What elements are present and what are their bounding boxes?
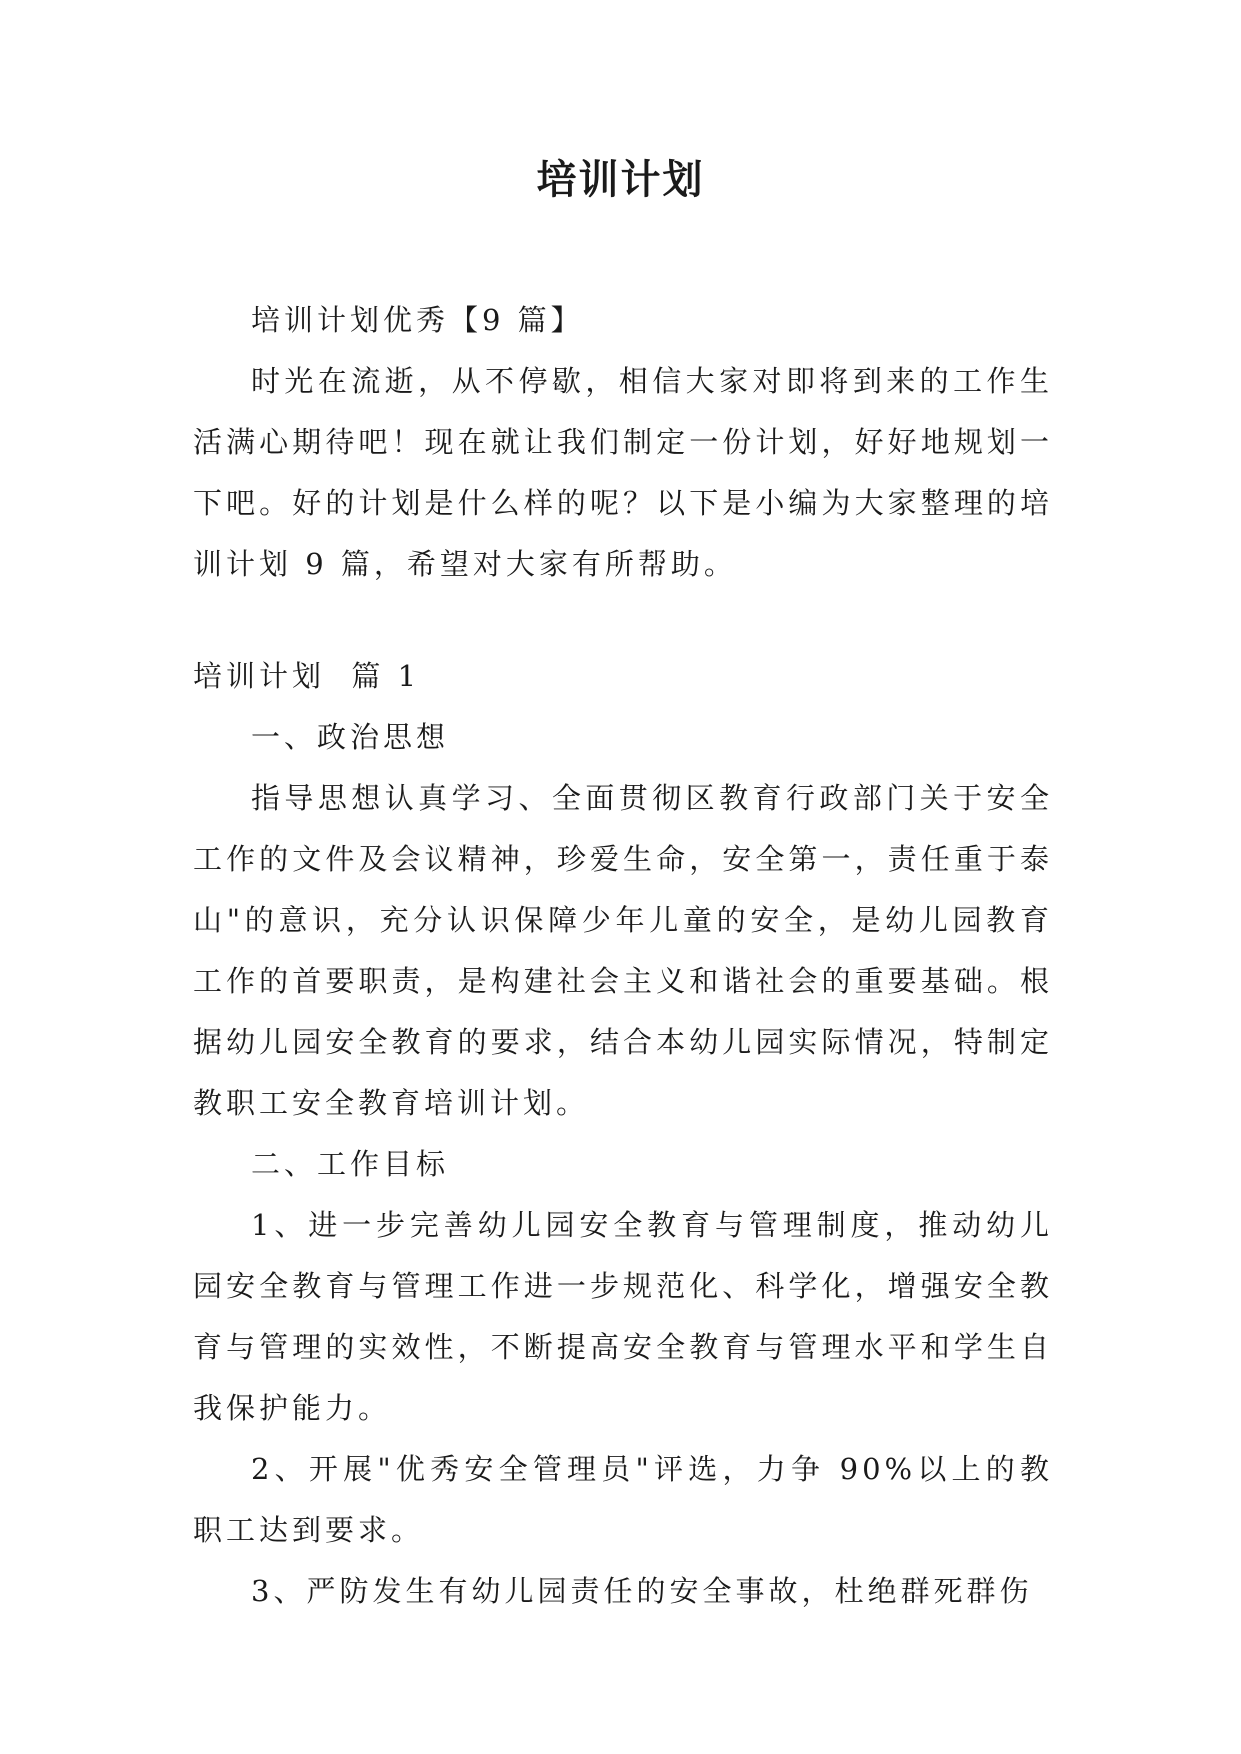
paragraph-guiding-thought: 指导思想认真学习、全面贯彻区教育行政部门关于安全工作的文件及会议精神，珍爱生命，安全第一，责任重于泰山"的意识，充分认识保障少年儿童的安全，是幼儿园教育工作的首要职责，是构建社会主义和谐社会的重要基础。根据幼儿园安全教育的要求，结合本幼儿园实际情况，特制定教职工安全教育培训计划。 bbox=[193, 781, 1053, 1120]
intro-paragraph: 时光在流逝，从不停歇，相信大家对即将到来的工作生活满心期待吧！现在就让我们制定一份计划，好好地规划一下吧。好的计划是什么样的呢？以下是小编为大家整理的培训计划 9 篇，希望对大家有所帮助。 bbox=[193, 364, 1053, 581]
heading-politics: 一、政治思想 bbox=[251, 720, 450, 754]
document-body bbox=[193, 290, 1053, 1622]
document-title: 培训计划 bbox=[536, 156, 705, 203]
goal-item-2: 2、开展"优秀安全管理员"评选，力争 90%以上的教职工达到要求。 bbox=[193, 1452, 1053, 1547]
goal-item-3: 3、严防发生有幼儿园责任的安全事故，杜绝群死群伤 bbox=[251, 1574, 1033, 1608]
section-heading: 培训计划 篇 1 bbox=[193, 659, 421, 693]
goal-item-1: 1、进一步完善幼儿园安全教育与管理制度，推动幼儿园安全教育与管理工作进一步规范化、科学化，增强安全教育与管理的实效性，不断提高安全教育与管理水平和学生自我保护能力。 bbox=[193, 1208, 1053, 1425]
document-subtitle: 培训计划优秀【9 篇】 bbox=[251, 303, 584, 337]
heading-goals: 二、工作目标 bbox=[251, 1147, 450, 1181]
spacer bbox=[193, 595, 1053, 646]
